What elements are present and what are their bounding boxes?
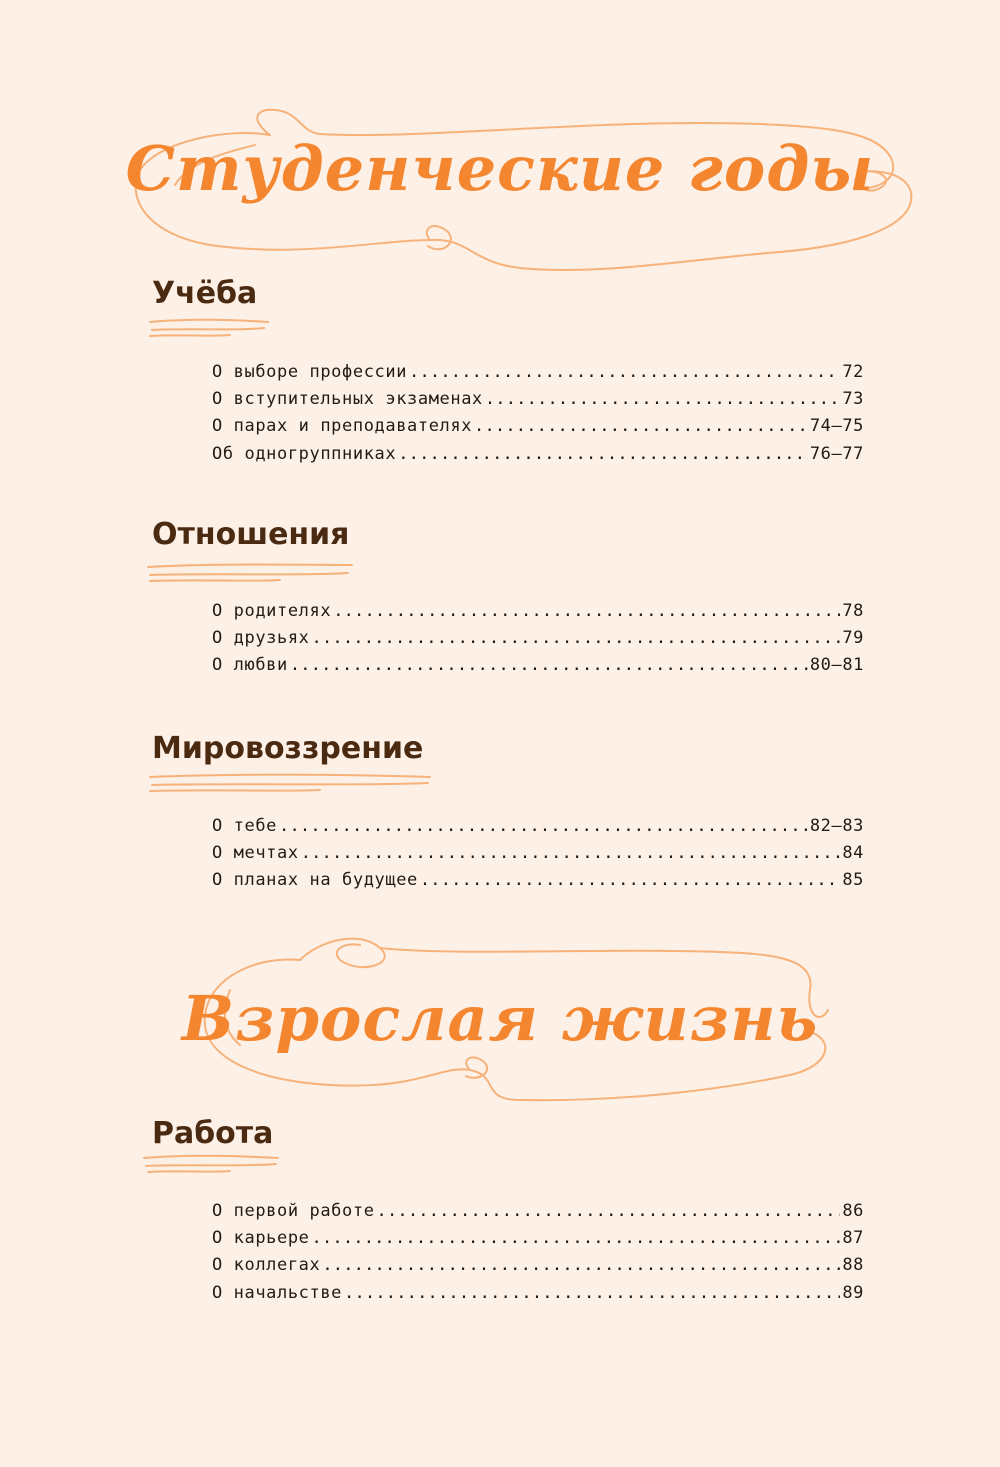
chapter-title: Студенческие годы	[125, 132, 875, 205]
toc-list	[212, 362, 864, 471]
dot-leader	[290, 655, 808, 675]
toc-entry-label: О планах на будущее	[212, 870, 418, 891]
toc-entry-page: 79	[842, 628, 864, 649]
toc-entry-label: О родителях	[212, 601, 332, 621]
toc-entry-page: 78	[842, 601, 864, 621]
section-title: Отношения	[152, 517, 350, 552]
toc-entry-page: 76–77	[809, 443, 864, 464]
toc-entry[interactable]	[212, 601, 864, 628]
dot-leader	[398, 444, 808, 464]
toc-list	[212, 601, 864, 683]
toc-entry-label: О парах и преподавателях	[212, 416, 473, 437]
toc-entry-page: 84	[842, 843, 864, 864]
toc-entry[interactable]	[212, 870, 864, 897]
toc-entry-page: 82–83	[809, 816, 864, 836]
dot-leader	[312, 628, 841, 648]
dot-leader	[344, 1283, 840, 1303]
toc-entry-page: 88	[842, 1255, 864, 1276]
toc-list	[212, 816, 864, 898]
toc-entry-label: О первой работе	[212, 1201, 375, 1221]
dot-leader	[322, 1255, 840, 1275]
dot-leader	[474, 416, 808, 436]
dot-leader	[279, 816, 808, 836]
section-title: Мировоззрение	[152, 731, 424, 766]
section-title: Работа	[152, 1116, 274, 1151]
toc-entry[interactable]	[212, 416, 864, 443]
toc-entry-page: 73	[842, 389, 864, 410]
toc-entry[interactable]	[212, 362, 864, 389]
toc-entry-label: О друзьях	[212, 628, 310, 649]
toc-entry[interactable]	[212, 1201, 864, 1228]
section-underline	[0, 517, 400, 587]
toc-entry[interactable]	[212, 1228, 864, 1255]
toc-entry[interactable]	[212, 843, 864, 870]
toc-entry[interactable]	[212, 655, 864, 682]
toc-entry-page: 85	[842, 870, 864, 891]
toc-entry-label: О любви	[212, 655, 288, 676]
dot-leader	[377, 1201, 841, 1221]
toc-entry-page: 72	[842, 362, 864, 382]
toc-entry[interactable]	[212, 389, 864, 416]
toc-entry-label: О карьере	[212, 1228, 310, 1249]
toc-entry-page: 80–81	[809, 655, 864, 676]
toc-entry-page: 74–75	[809, 416, 864, 437]
dot-leader	[485, 389, 840, 409]
toc-entry-label: Об одногруппниках	[212, 443, 397, 464]
toc-entry-label: О коллегах	[212, 1255, 321, 1276]
section-title: Учёба	[152, 276, 258, 311]
section-underline	[0, 276, 400, 346]
toc-entry-page: 86	[842, 1201, 864, 1221]
dot-leader	[312, 1228, 841, 1248]
section-underline	[0, 1116, 400, 1186]
toc-entry-label: О выборе профессии	[212, 362, 408, 382]
toc-entry[interactable]	[212, 1283, 864, 1310]
toc-list	[212, 1201, 864, 1310]
toc-entry-label: О тебе	[212, 816, 278, 836]
toc-entry[interactable]	[212, 628, 864, 655]
dot-leader	[333, 601, 840, 621]
dot-leader	[409, 362, 840, 382]
dot-leader	[301, 843, 841, 863]
section-underline	[0, 731, 460, 801]
dot-leader	[420, 870, 840, 890]
chapter-title: Взрослая жизнь	[181, 982, 819, 1055]
toc-entry[interactable]	[212, 1255, 864, 1282]
toc-entry[interactable]	[212, 816, 864, 843]
toc-entry[interactable]	[212, 444, 864, 471]
toc-entry-page: 89	[842, 1282, 864, 1303]
toc-entry-label: О мечтах	[212, 843, 299, 864]
toc-entry-page: 87	[842, 1228, 864, 1249]
toc-entry-label: О вступительных экзаменах	[212, 389, 483, 410]
toc-entry-label: О начальстве	[212, 1282, 343, 1303]
